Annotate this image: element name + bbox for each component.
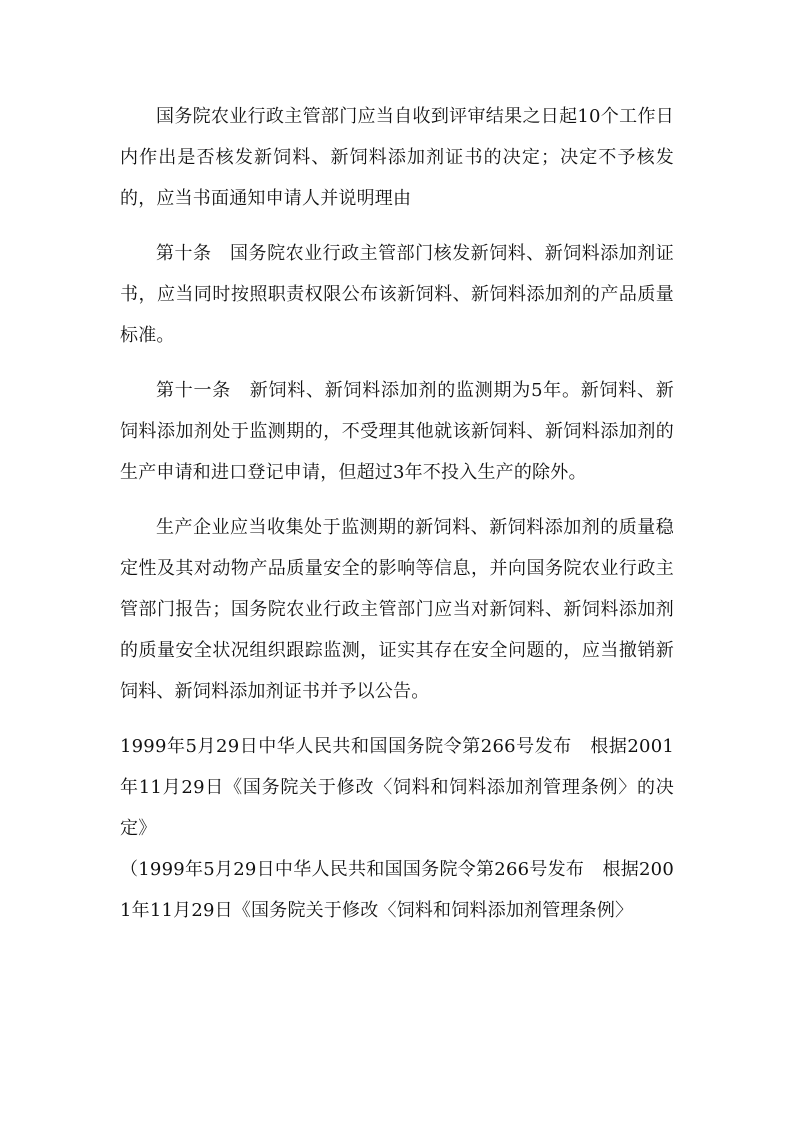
paragraph-certificate-decision: 国务院农业行政主管部门应当自收到评审结果之日起10个工作日内作出是否核发新饲料、新饲料添加剂证书的决定；决定不予核发的，应当书面通知申请人并说明理由 [120, 106, 674, 209]
document-body [120, 96, 674, 931]
paragraph-publication-note: 1999年5月29日中华人民共和国国务院令第266号发布 根据2001年11月29日《国务院关于修改〈饲料和饲料添加剂管理条例〉的决定》 [120, 736, 674, 839]
paragraph-monitoring-report: 生产企业应当收集处于监测期的新饲料、新饲料添加剂的质量稳定性及其对动物产品质量安全的影响等信息，并向国务院农业行政主管部门报告；国务院农业行政主管部门应当对新饲料、新饲料添加剂的质量安全状况组织跟踪监测，证实其存在安全问题的，应当撤销新饲料、新饲料添加剂证书并予以公告。 [120, 517, 674, 702]
paragraph-article-11: 第十一条 新饲料、新饲料添加剂的监测期为5年。新饲料、新饲料添加剂处于监测期的，不受理其他就该新饲料、新饲料添加剂的生产申请和进口登记申请，但超过3年不投入生产的除外。 [120, 380, 674, 483]
paragraph-article-10: 第十条 国务院农业行政主管部门核发新饲料、新饲料添加剂证书，应当同时按照职责权限公布该新饲料、新饲料添加剂的产品质量标准。 [120, 243, 674, 346]
paragraph-publication-note-repeat: （1999年5月29日中华人民共和国国务院令第266号发布 根据2001年11月29日《国务院关于修改〈饲料和饲料添加剂管理条例〉 [120, 859, 674, 921]
